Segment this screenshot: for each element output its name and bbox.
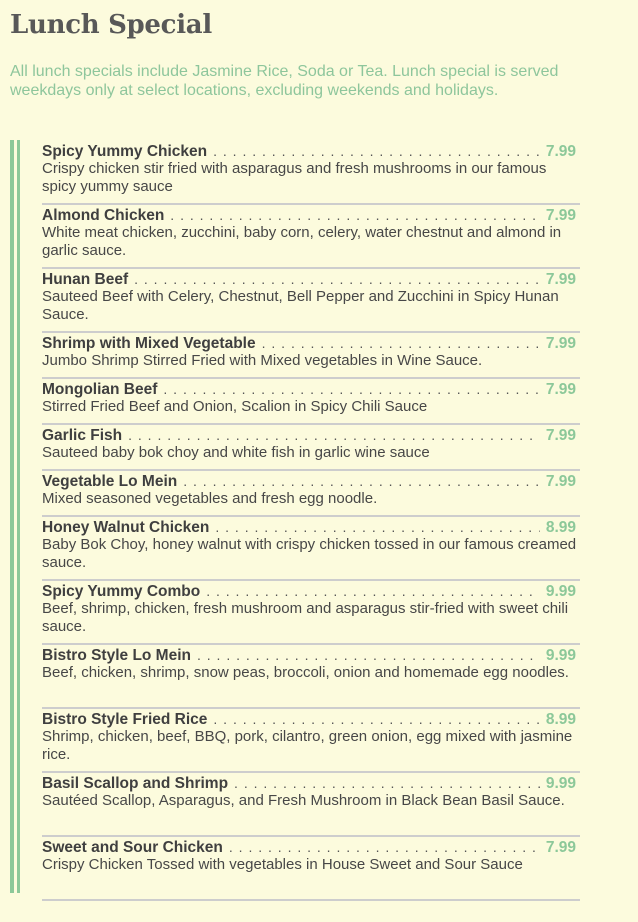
menu-item-header	[42, 334, 580, 352]
menu-item-header	[42, 774, 580, 792]
menu-item-price: 7.99	[545, 143, 576, 160]
menu-item	[42, 379, 580, 425]
menu-item	[42, 333, 580, 379]
menu-item	[42, 837, 580, 901]
menu-item	[42, 709, 580, 773]
menu-item-price: 8.99	[545, 519, 576, 536]
dot-leader	[197, 646, 540, 664]
menu-item-name: Sweet and Sour Chicken	[42, 839, 223, 856]
page-title: Lunch Special	[10, 10, 212, 40]
dot-leader	[170, 206, 540, 224]
menu-item-name: Bistro Style Fried Rice	[42, 711, 208, 728]
menu-item-price: 7.99	[545, 839, 576, 856]
menu-item-header	[42, 582, 580, 600]
menu-item	[42, 471, 580, 517]
dot-leader	[262, 334, 540, 352]
accent-bar-inner	[17, 140, 20, 893]
menu-item-description: Stirred Fried Beef and Onion, Scalion in Spicy Chili Sauce	[42, 398, 428, 415]
menu-item-header	[42, 472, 580, 490]
dot-leader	[163, 380, 539, 398]
menu-item-price: 8.99	[545, 711, 576, 728]
menu-item-price: 9.99	[545, 583, 576, 600]
menu-item-header	[42, 838, 580, 856]
menu-item-price: 7.99	[545, 335, 576, 352]
menu-item-header	[42, 142, 580, 160]
menu-item-name: Shrimp with Mixed Vegetable	[42, 335, 256, 352]
menu-item	[42, 581, 580, 645]
menu-item	[42, 645, 580, 709]
menu-item-header	[42, 206, 580, 224]
menu-item-header	[42, 646, 580, 664]
menu-item-name: Vegetable Lo Mein	[42, 473, 178, 490]
menu-item-name: Basil Scallop and Shrimp	[42, 775, 229, 792]
menu-item-header	[42, 426, 580, 444]
menu-item-price: 7.99	[545, 381, 576, 398]
intro-text: All lunch specials include Jasmine Rice, Soda or Tea. Lunch special is served weekdays only at select locations, excluding weekends and holidays.	[10, 63, 559, 99]
menu-item-header	[42, 380, 580, 398]
menu-item-description: Beef, chicken, shrimp, snow peas, broccoli, onion and homemade egg noodles.	[42, 664, 569, 681]
menu-item-description: Jumbo Shrimp Stirred Fried with Mixed vegetables in Wine Sauce.	[42, 352, 483, 369]
dot-leader	[213, 142, 540, 160]
dot-leader	[134, 270, 540, 288]
dot-leader	[229, 838, 540, 856]
menu-item-description: Baby Bok Choy, honey walnut with crispy chicken tossed in our famous creamed sauce.	[42, 536, 577, 571]
menu-item	[42, 141, 580, 205]
menu-item-price: 7.99	[545, 207, 576, 224]
menu-item-description: Shrimp, chicken, beef, BBQ, pork, cilantro, green onion, egg mixed with jasmine rice.	[42, 728, 573, 763]
menu-item-price: 7.99	[545, 271, 576, 288]
menu-item-header	[42, 518, 580, 536]
menu-item-name: Spicy Yummy Combo	[42, 583, 201, 600]
menu-item-description: Sautéed Scallop, Asparagus, and Fresh Mushroom in Black Bean Basil Sauce.	[42, 792, 565, 809]
menu-item-name: Spicy Yummy Chicken	[42, 143, 208, 160]
menu-item-name: Garlic Fish	[42, 427, 123, 444]
menu-item	[42, 269, 580, 333]
menu-item-description: Crispy chicken stir fried with asparagus and fresh mushrooms in our famous spicy yummy sauce	[42, 160, 547, 195]
menu-item-description: Crispy Chicken Tossed with vegetables in House Sweet and Sour Sauce	[42, 856, 523, 873]
menu-item-price: 9.99	[545, 647, 576, 664]
menu-item-description: Beef, shrimp, chicken, fresh mushroom and asparagus stir-fried with sweet chili sauce.	[42, 600, 569, 635]
menu-item	[42, 425, 580, 471]
menu-item-price: 7.99	[545, 473, 576, 490]
menu-item-name: Hunan Beef	[42, 271, 129, 288]
menu-item-header	[42, 270, 580, 288]
menu-item-description: Sauteed Beef with Celery, Chestnut, Bell Pepper and Zucchini in Spicy Hunan Sauce.	[42, 288, 559, 323]
menu-item	[42, 517, 580, 581]
menu-item-description: Sauteed baby bok choy and white fish in garlic wine sauce	[42, 444, 430, 461]
menu-item	[42, 205, 580, 269]
dot-leader	[213, 710, 539, 728]
dot-leader	[215, 518, 539, 536]
menu-item-description: White meat chicken, zucchini, baby corn, celery, water chestnut and almond in garlic sauce.	[42, 224, 562, 259]
menu-item-price: 7.99	[545, 427, 576, 444]
dot-leader	[128, 426, 540, 444]
menu-item-description: Mixed seasoned vegetables and fresh egg noodle.	[42, 490, 378, 507]
menu-item-header	[42, 710, 580, 728]
menu-item-name: Almond Chicken	[42, 207, 165, 224]
accent-bar-outer	[10, 140, 14, 893]
menu-list	[42, 141, 580, 901]
dot-leader	[234, 774, 540, 792]
menu-item	[42, 773, 580, 837]
menu-item-name: Bistro Style Lo Mein	[42, 647, 191, 664]
dot-leader	[183, 472, 540, 490]
dot-leader	[206, 582, 540, 600]
menu-item-name: Mongolian Beef	[42, 381, 158, 398]
menu-item-price: 9.99	[545, 775, 576, 792]
menu-item-name: Honey Walnut Chicken	[42, 519, 210, 536]
